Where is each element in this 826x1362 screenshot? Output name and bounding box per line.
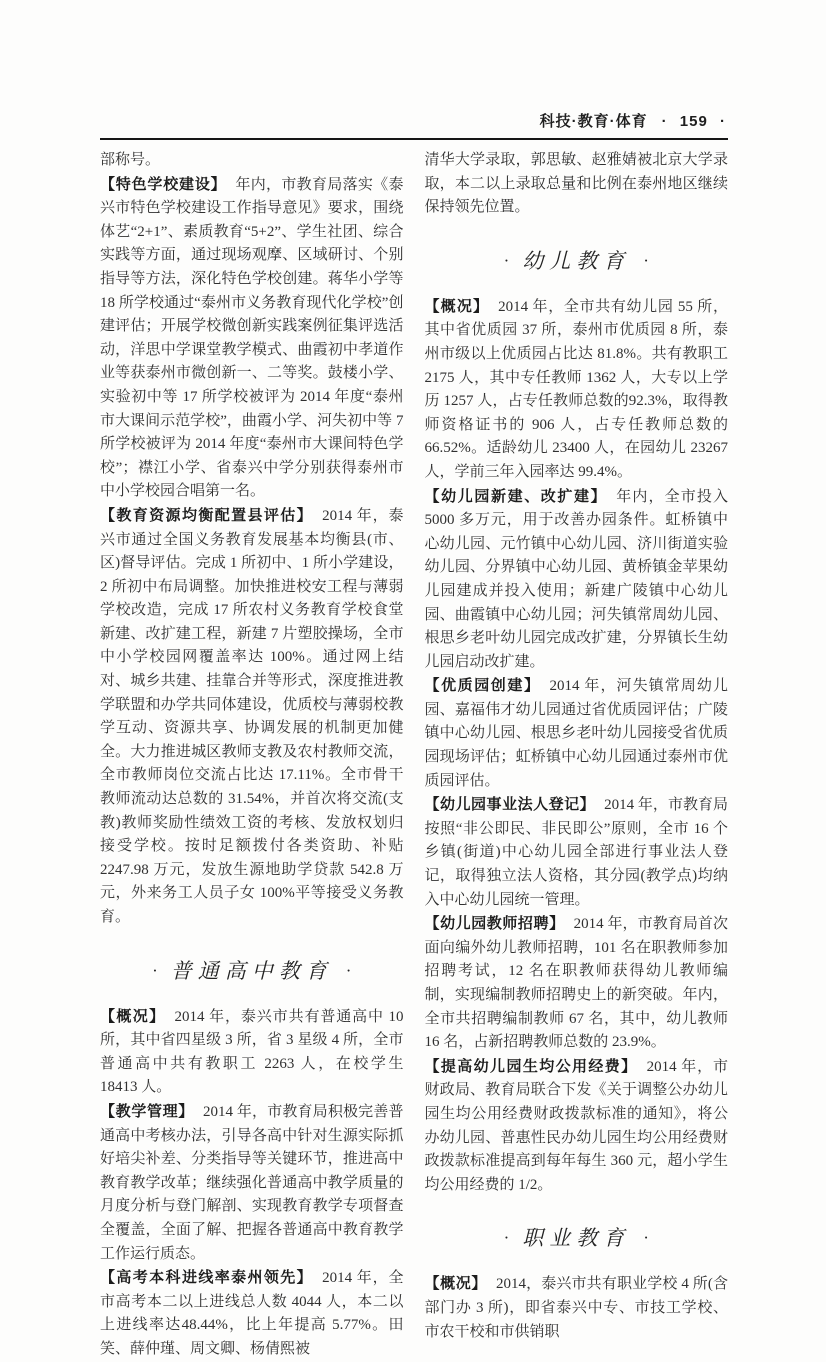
entry-text: 2014 年，市财政局、教育局联合下发《关于调整公办幼儿园生均公用经费财政拨款标准的通知》，将公办幼儿园、普惠性民办幼儿园生均公用经费财政拨款标准提高到每年每生 360 元，超小学生均公用经费的 1/2。 (424, 1058, 728, 1193)
heading-label: 幼儿教育 (522, 248, 631, 273)
entry-title: 【特色学校建设】 (100, 175, 227, 193)
entry-tese-xuexiao (100, 173, 404, 504)
heading-label: 普通高中教育 (170, 958, 333, 983)
heading-dot: · (643, 250, 649, 270)
heading-dot: · (503, 1228, 510, 1248)
entry-text: 2014，泰兴市共有职业学校 4 所(含部门办 3 所)，即省泰兴中专、市技工学校、市农干校和市供销职 (424, 1276, 728, 1340)
entry-title: 【幼儿园新建、改扩建】 (424, 487, 608, 505)
entry-text: 2014 年，泰兴市共有普通高中 10 所，其中省四星级 3 所，省 3 星级 4 所，全市普通高中共有教职工 2263 人，在校学生 18413 人。 (100, 1008, 404, 1096)
entry-title: 【幼儿园事业法人登记】 (424, 796, 596, 814)
entry-text: 2014 年，市教育局按照“非公即民、非民即公”原则，全市 16 个乡镇(街道)中心幼儿园全部进行事业法人登记，取得独立法人资格，其分园(教学点)均纳入中心幼儿园统一管理。 (424, 797, 728, 908)
entry-text: 2014 年，市教育局积极完善普通高中考核办法，引导各高中针对生源实际抓好培尖补差、分类指导等关键环节，推进高中教育教学改革；继续强化普通高中教学质量的月度分析与登门解剖、实现教育教学专项督查全覆盖，全面了解、把握各普通高中教育教学工作运行质态。 (100, 1103, 404, 1262)
entry-text: 2014 年，泰兴市通过全国义务教育发展基本均衡县(市、区)督导评估。完成 1 所初中、1 所小学建设，2 所初中布局调整。加快推进校安工程与薄弱学校改造，完成 17 所农村义务教育学校食堂新建、改扩建工程，新建 7 片塑胶操场，全市中小学校园网覆盖率达 100%。通过网上结对、城乡共建、挂靠合并等形式，深度推进教学联盟和办学共同体建设，优质校与薄弱校教学互动、资源共享、协调发展的机制更加健全。大力推进城区教师支教及农村教师交流，全市教师岗位交流占比达 17.11%。全市骨干教师流动达总数的 31.54%，并首次将交流(支教)教师奖励性绩效工资的考核、发放权划归接受学校。按时足额拨付各类资助、补贴 2247.98 万元，发放生源地助学贷款 542.8 万元，外来务工人员子女 100%平等接受义务教育。 (100, 507, 404, 925)
entry-shengjun-gongyong-jingfei (425, 1055, 729, 1198)
page-content (100, 110, 728, 1362)
header-rule (100, 138, 728, 140)
entry-gaikuang-gaozhong (100, 1005, 404, 1100)
entry-title: 【概况】 (424, 297, 490, 315)
entry-text: 2014 年，全市共有幼儿园 55 所，其中省优质园 37 所，泰州市优质园 8 所，泰州市级以上优质园占比达 81.8%。共有教职工 2175 人，其中专任教师 1362 人，大专以上学历 1257 人，占专任教师总数的92.3%，取得教师资格证书的 906 人，占专任教师总数的66.52%。适龄幼儿 23400 人，在园幼儿 23267 人，学前三年入园率达 99.4%。 (424, 298, 728, 480)
entry-jiaoxue-guanli (100, 1100, 404, 1266)
entry-title: 【概况】 (100, 1007, 166, 1025)
entry-title: 【概况】 (424, 1275, 488, 1293)
entry-gaikuang-zhiye (425, 1272, 729, 1344)
entry-youzhiyuan-chuangjian (425, 674, 729, 793)
column-left (100, 149, 404, 1362)
entry-text: 2014 年，河失镇常周幼儿园、嘉福伟才幼儿园通过省优质园评估；广陵镇中心幼儿园、根思乡老叶幼儿园接受省优质园现场评估；虹桥镇中心幼儿园通过泰州市优质园评估。 (424, 678, 728, 789)
entry-text: 年内，市教育局落实《泰兴市特色学校建设工作指导意见》要求，围绕体艺“2+1”、素质教育“5+2”、学生社团、综合实践等方面，通过现场观摩、区域研讨、个别指导等方法，深化特色学校创建。蒋华小学等 18 所学校通过“泰州市义务教育现代化学校”创建评估；开展学校微创新实践案例征集评选活动，洋思中学课堂教学模式、曲霞初中孝道作业等获泰州市微创新一、二等奖。鼓楼小学、实验初中等 17 所学校被评为 2014 年度“泰州市大课间示范学校”，曲霞小学、河失初中等 7 所学校被评为 2014 年度“泰州市大课间特色学校”；襟江小学、省泰兴中学分别获得泰州市中小学校园合唱第一名。 (100, 176, 404, 500)
header-section-label: 科技·教育·体育 (539, 113, 648, 130)
paragraph-text: 部称号。 (100, 152, 161, 168)
entry-gaokao-jinxianlv (100, 1266, 404, 1361)
entry-text: 年内，全市投入 5000 多万元，用于改善办园条件。虹桥镇中心幼儿园、元竹镇中心幼儿园、济川街道实验幼儿园、分界镇中心幼儿园、黄桥镇金苹果幼儿园建成并投入使用；新建广陵镇中心幼儿园、曲霞镇中心幼儿园；河失镇常周幼儿园、根思乡老叶幼儿园完成改扩建，分界镇长生幼儿园启动改扩建。 (424, 488, 728, 670)
text-columns (100, 149, 728, 1362)
entry-title: 【幼儿园教师招聘】 (424, 915, 565, 933)
entry-text: 2014 年，市教育局首次面向编外幼儿教师招聘，101 名在职教师参加招聘考试，12 名在职教师获得幼儿教师编制，实现编制教师招聘史上的新突破。年内，全市共招聘编制教师 67 名，其中，幼儿教师 16 名，占新招聘教师总数的 23.9%。 (424, 916, 728, 1051)
section-heading-youer-jiaoyu (425, 246, 729, 276)
entry-shiye-faren-dengji (425, 793, 729, 912)
continuation-paragraph (100, 149, 404, 173)
entry-title: 【教学管理】 (100, 1102, 194, 1120)
entry-jiaoshi-zhaopin (425, 912, 729, 1055)
heading-dot: · (643, 1228, 649, 1248)
entry-title: 【高考本科进线率泰州领先】 (100, 1269, 314, 1287)
continuation-paragraph (425, 149, 729, 220)
section-heading-zhiye-jiaoyu (425, 1223, 729, 1253)
heading-label: 职业教育 (522, 1226, 631, 1251)
entry-ziyuan-junheng (100, 504, 404, 930)
entry-title: 【教育资源均衡配置县评估】 (100, 506, 314, 524)
entry-youeryuan-xinjian (425, 485, 729, 675)
section-heading-putong-gaozhong (100, 956, 404, 986)
entry-text: 2014 年，全市高考本二以上进线总人数 4044 人，本二以上进线率达48.44%，比上年提高 5.77%。田笑、薛仲瑾、周文卿、杨倩熙被 (100, 1270, 404, 1357)
running-header (100, 110, 728, 131)
paragraph-text: 清华大学录取，郭思敏、赵雅婧被北京大学录取，本二以上录取总量和比例在泰州地区继续保持领先位置。 (424, 152, 728, 216)
heading-dot: · (503, 250, 510, 270)
entry-title: 【提高幼儿园生均公用经费】 (424, 1057, 638, 1075)
column-right (425, 149, 729, 1362)
heading-dot: · (345, 960, 352, 980)
entry-gaikuang-youer (425, 295, 729, 485)
page-number: · 159 · (661, 113, 726, 130)
heading-dot: · (152, 960, 158, 980)
entry-title: 【优质园创建】 (424, 677, 541, 695)
